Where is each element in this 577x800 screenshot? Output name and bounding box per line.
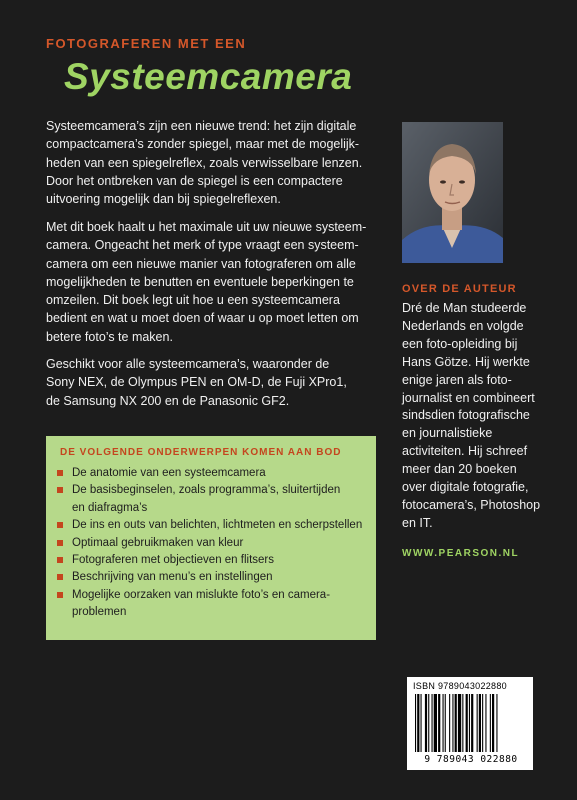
- square-bullet-icon: [57, 557, 63, 563]
- website-link: WWW.PEARSON.NL: [402, 548, 520, 559]
- author-bio-line: en IT.: [402, 515, 433, 530]
- topic-line: Beschrijving van menu’s en instellingen: [72, 571, 273, 584]
- topic-item: [57, 569, 367, 586]
- topic-line: en diafragma’s: [72, 501, 148, 514]
- cover-title: Systeemcamera: [64, 56, 353, 97]
- topics-heading: DE VOLGENDE ONDERWERPEN KOMEN AAN BOD: [60, 447, 342, 458]
- author-bio-line: en journalistieke: [402, 426, 493, 441]
- blurb-line: mogelijkheden te benutten en eventuele beperkingen te: [46, 274, 354, 289]
- blurb-line: compactcamera’s zonder spiegel, maar met de mogelijk-: [46, 137, 360, 152]
- blurb-line: de Samsung NX 200 en de Panasonic GF2.: [46, 393, 290, 408]
- author-bio-line: fotocamera’s, Photoshop: [402, 497, 541, 512]
- square-bullet-icon: [57, 592, 63, 598]
- blurb-paragraph-3: [46, 355, 386, 410]
- square-bullet-icon: [57, 522, 63, 528]
- author-bio-line: Dré de Man studeerde: [402, 301, 527, 315]
- topic-line: Fotograferen met objectieven en flitsers: [72, 554, 274, 567]
- blurb-line: heden van een spiegelreflex, zoals verwisselbare lenzen.: [46, 155, 363, 170]
- isbn-digits: 9 789043 022880: [424, 754, 518, 765]
- blurb-line: Systeemcamera’s zijn een nieuwe trend: het zijn digitale: [46, 119, 357, 133]
- topic-item: [57, 535, 367, 552]
- author-bio-line: Hans Götze. Hij werkte: [402, 354, 530, 369]
- barcode-image: [415, 694, 527, 752]
- blurb-line: Met dit boek haalt u het maximale uit uw nieuwe systeem-: [46, 220, 367, 234]
- topic-item: [57, 482, 367, 517]
- blurb-paragraph-2: [46, 218, 386, 346]
- topic-item: [57, 587, 367, 622]
- square-bullet-icon: [57, 470, 63, 476]
- author-bio-line: sindsdien fotografische: [402, 408, 530, 423]
- topic-line: De basisbeginselen, zoals programma’s, sluitertijden: [72, 484, 341, 497]
- topic-line: De anatomie van een systeemcamera: [72, 467, 266, 479]
- author-bio-line: over digitale fotografie,: [402, 480, 529, 495]
- topic-item: [57, 465, 367, 482]
- author-portrait-image: [402, 122, 503, 263]
- topic-line: De ins en outs van belichten, lichtmeten en scherpstellen: [72, 519, 363, 532]
- blurb-line: Sony NEX, de Olympus PEN en OM-D, de Fuji XPro1,: [46, 375, 347, 390]
- author-bio-line: enige jaren als foto-: [402, 372, 512, 387]
- barcode-box: [407, 677, 533, 770]
- author-bio-line: journalist en combineert: [402, 390, 535, 405]
- author-bio-line: Nederlands en volgde: [402, 318, 524, 333]
- author-heading: OVER DE AUTEUR: [402, 283, 517, 295]
- author-bio: [402, 300, 572, 533]
- square-bullet-icon: [57, 487, 63, 493]
- blurb-line: uitvoering mogelijk dan bij spiegelreflexen.: [46, 192, 281, 207]
- square-bullet-icon: [57, 540, 63, 546]
- isbn-label: ISBN 9789043022880: [413, 681, 507, 691]
- author-bio-line: activiteiten. Hij schreef: [402, 444, 528, 459]
- author-bio-line: meer dan 20 boeken: [402, 462, 517, 477]
- topics-list: [57, 465, 367, 622]
- square-bullet-icon: [57, 574, 63, 580]
- blurb-line: camera om een nieuwe manier van fotograferen om alle: [46, 256, 356, 271]
- blurb-line: Geschikt voor alle systeemcamera’s, waaronder de: [46, 357, 330, 371]
- blurb-line: betere foto’s te maken.: [46, 329, 173, 344]
- blurb-line: bedient en wat u moet doen of waar u op moet letten om: [46, 311, 359, 326]
- blurb-line: omzeilen. Dit boek legt uit hoe u een systeemcamera: [46, 293, 340, 308]
- blurb-paragraph-1: [46, 117, 386, 208]
- author-photo: [402, 122, 503, 263]
- blurb-line: Door het ontbreken van de spiegel is een compactere: [46, 173, 343, 188]
- blurb-line: camera. Ongeacht het merk of type vraagt een systeem-: [46, 238, 359, 253]
- author-bio-line: een foto-opleiding bij: [402, 336, 518, 351]
- topic-line: Mogelijke oorzaken van mislukte foto’s en camera-: [72, 588, 331, 601]
- topics-box: [46, 436, 376, 640]
- topic-line: Optimaal gebruikmaken van kleur: [72, 536, 244, 549]
- topic-item: [57, 517, 367, 534]
- cover-kicker: FOTOGRAFEREN MET EEN: [46, 36, 247, 51]
- topic-item: [57, 552, 367, 569]
- topic-line: problemen: [72, 606, 127, 619]
